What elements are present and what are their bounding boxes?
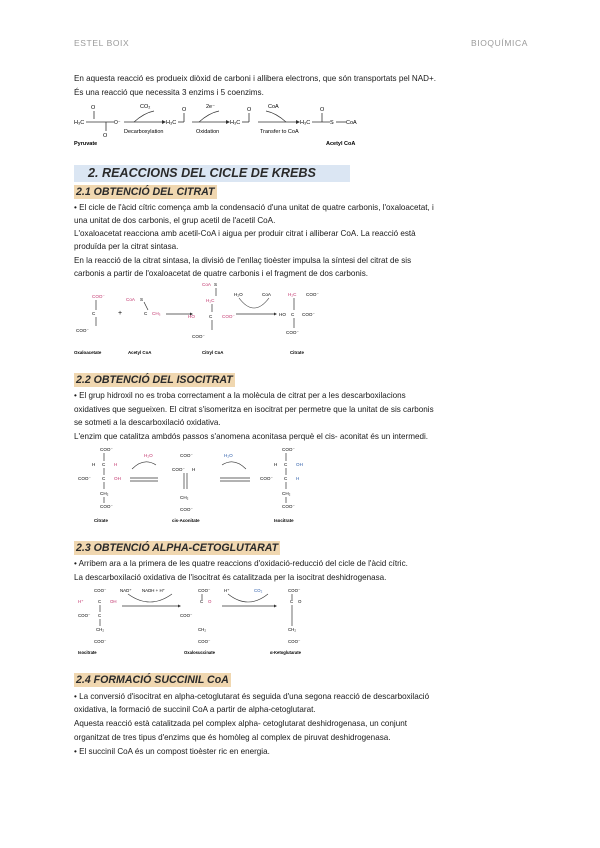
label-idh-isocitrate: Isocitrate	[78, 650, 97, 655]
ac-cis-h: H	[192, 467, 196, 472]
idh-co2: CO₂	[254, 588, 263, 593]
int2-o: O	[247, 107, 252, 113]
header-author: ESTEL BOIX	[74, 38, 130, 48]
idh-iso-coo-top: COO⁻	[94, 588, 107, 593]
int2-h3c: H₃C	[230, 120, 241, 126]
idh-nadh: NADH + H⁺	[142, 588, 165, 593]
idh-akg-coo-top: COO⁻	[288, 588, 301, 593]
idh-iso-coo-bottom: COO⁻	[94, 639, 107, 644]
idh-akg-c: C	[290, 599, 294, 604]
ac-h2o-1: H₂O	[144, 453, 153, 458]
ac-cis-ch2: CH₂	[180, 495, 189, 500]
ac-iso-ch2: CH₂	[282, 491, 291, 496]
idh-iso-oh: OH	[110, 599, 117, 604]
co2-release: CO₂	[140, 104, 151, 110]
s2-line-2: oxidatives que segueixen. El citrat s'isomeritza en isocitrat per permetre que la unitat de sis carbonis	[74, 405, 434, 414]
ac-cit-coo-top: COO⁻	[100, 447, 113, 452]
s4-line-1: • La conversió d'isocitrat en alpha-cetoglutarat és seguida d'una segona reacció de descarboxilació	[74, 692, 430, 701]
figure-citrate-synthase	[74, 282, 334, 362]
oxa-coo-bottom: COO⁻	[76, 328, 89, 333]
figure-pyruvate-dehydrogenase	[74, 99, 364, 151]
ac-iso-coo-bottom: COO⁻	[282, 504, 295, 509]
s2-line-4: L'enzim que catalitza ambdós passos s'anomena aconitasa perquè el cis- aconitat és un intermedi.	[74, 432, 429, 441]
section-title: 2. REACCIONS DEL CICLE DE KREBS	[74, 165, 350, 182]
ac-iso-h: H	[274, 462, 278, 467]
svg-text:+: +	[118, 310, 123, 317]
citr-coo-bottom: COO⁻	[286, 330, 299, 335]
label-citrate: Citrate	[290, 350, 304, 355]
s3-line-2: La descarboxilació oxidativa de l'isocitrat és catalitzada per la isocitrat deshidrogenasa.	[74, 573, 387, 582]
heading-alpha-cetoglutarat: 2.3 OBTENCIÓ ALPHA-CETOGLUTARAT	[76, 542, 279, 554]
idh-iso-c2: C	[98, 613, 102, 618]
ac-cis-coo-left: COO⁻	[172, 467, 185, 472]
oxa-coo-top: COO⁻	[92, 294, 105, 299]
label-alpha-ketoglutarate: α-Ketoglutarate	[270, 650, 301, 655]
idh-oxs-ch2: CH₂	[198, 627, 207, 632]
s1-line-3: L'oxaloacetat reacciona amb acetil-CoA i aigua per produir citrat i alliberar CoA. La reacció està	[74, 229, 416, 238]
ac-cis-coo-top: COO⁻	[180, 453, 193, 458]
citr-ch2: H₂C	[288, 292, 297, 297]
idh-iso-h: H⁺	[78, 599, 84, 604]
ac-cit-ch2: CH₂	[100, 491, 109, 496]
idh-iso-c1: C	[98, 599, 102, 604]
citr-coo-right: COO⁻	[302, 312, 315, 317]
ac-iso-coo-top: COO⁻	[282, 447, 295, 452]
idh-oxs-o: O	[208, 599, 212, 604]
ac-cit-c1: C	[102, 462, 106, 467]
label-acetyl-coa-2: Acetyl CoA	[128, 350, 152, 355]
idh-akg-ch2: CH₂	[288, 627, 297, 632]
figure-isocitrate-dehydrogenase	[74, 586, 334, 658]
idh-akg-o: O	[298, 599, 302, 604]
label-ac-isocitrate: Isocitrate	[274, 518, 294, 523]
s4-line-3: Aquesta reacció està catalitzada pel complex alpha- cetoglutarat deshidrogenasa, un conjunt	[74, 719, 407, 728]
ac-cit-coo-bottom: COO⁻	[100, 504, 113, 509]
intro-line-1: En aquesta reacció es produeix diòxid de carboni i allibera electrons, que són transportats pel NAD+.	[74, 74, 436, 83]
s1-line-5: En la reacció de la citrat sintasa, la divisió de l'enllaç tioèster impulsa la síntesi del citrat de sis	[74, 256, 412, 265]
pyr-o-bottom: O	[103, 133, 108, 139]
heading-succinil-coa: 2.4 FORMACIÓ SUCCINIL CoA	[76, 674, 229, 686]
idh-iso-ch2: CH₂	[96, 627, 105, 632]
idh-h-plus: H⁺	[224, 588, 230, 593]
ac-cit-coo-left: COO⁻	[78, 476, 91, 481]
pyr-o-minus: O⁻	[114, 120, 121, 126]
s1-line-4: produïda per la citrat sintasa.	[74, 242, 179, 251]
figure-aconitase	[74, 445, 344, 527]
idh-akg-coo-bottom: COO⁻	[288, 639, 301, 644]
s3-line-1: • Arribem ara a la primera de les quatre reaccions d'oxidació-reducció del cicle de l'àcid cítric.	[74, 559, 408, 568]
int-h3c: H₃C	[166, 120, 177, 126]
citr-c: C	[291, 312, 295, 317]
cit-c: C	[209, 314, 213, 319]
acoa-c: C	[144, 311, 148, 316]
pyr-h3c: H₃C	[74, 120, 85, 126]
int-o: O	[182, 107, 187, 113]
pyr-o-top: O	[91, 105, 96, 111]
citr-coo-top: COO⁻	[306, 292, 319, 297]
ac-cit-h: H	[92, 462, 96, 467]
oxa-c: C	[92, 311, 96, 316]
acetyl-o: O	[320, 107, 325, 113]
label-acetyl-coa: Acetyl CoA	[326, 141, 356, 147]
coa-in: CoA	[268, 104, 279, 110]
intro-line-2: És una reacció que necessita 3 enzims i 5 coenzims.	[74, 88, 264, 97]
cit-h2c: H₂C	[206, 298, 215, 303]
acoa-s: S	[140, 297, 144, 302]
s4-line-4: organitzat de tres tipus d'enzims que és homòleg al complex de piruvat deshidrogenasa.	[74, 733, 391, 742]
label-pyruvate: Pyruvate	[74, 141, 98, 147]
heading-obtencio-citrat: 2.1 OBTENCIÓ DEL CITRAT	[76, 186, 215, 198]
idh-oxs-c: C	[200, 599, 204, 604]
acetyl-s: S	[330, 120, 334, 126]
cit-coa: CoA	[202, 282, 211, 287]
cit-s: S	[214, 282, 218, 287]
idh-oxs-coo-top: COO⁻	[198, 588, 211, 593]
label-ac-citrate: Citrate	[94, 518, 108, 523]
label-cis-aconitate: cis-Aconitate	[172, 518, 200, 523]
cs-h2o: H₂O	[234, 292, 243, 297]
ac-h2o-2: H₂O	[224, 453, 233, 458]
idh-nad: NAD⁺	[120, 588, 132, 593]
idh-iso-coo-left: COO⁻	[78, 613, 91, 618]
header-subject: BIOQUÍMICA	[470, 38, 528, 48]
acoa-coa: CoA	[126, 297, 135, 302]
step-oxidation: Oxidation	[196, 129, 220, 135]
acetyl-h3c: H₃C	[300, 120, 311, 126]
cit-ho: HO	[188, 314, 195, 319]
citr-ho: HO	[279, 312, 286, 317]
cs-coa-out: CoA	[262, 292, 271, 297]
ac-iso-coo-left: COO⁻	[260, 476, 273, 481]
ac-iso-h-blue: H	[296, 476, 300, 481]
idh-oxs-coo-left: COO⁻	[180, 613, 193, 618]
ac-cit-h-red: H	[114, 462, 118, 467]
ac-iso-c2: C	[284, 476, 288, 481]
s1-line-6: carbonis a partir de l'oxaloacetat de quatre carbonis i el fragment de dos carbonis.	[74, 269, 368, 278]
heading-obtencio-isocitrat: 2.2 OBTENCIÓ DEL ISOCITRAT	[76, 374, 233, 386]
ac-cit-c2: C	[102, 476, 106, 481]
s4-line-2: oxidativa, la formació de succinil CoA a partir de alpha-cetoglutarat.	[74, 705, 316, 714]
idh-oxs-coo-bottom: COO⁻	[198, 639, 211, 644]
ac-iso-oh: OH	[296, 462, 303, 467]
s1-line-2: una unitat de dos carbonis, el grup acetil de l'acetil CoA.	[74, 216, 276, 225]
step-transfer: Transfer to CoA	[260, 129, 299, 135]
acetyl-coa-group: CoA	[346, 120, 357, 126]
label-oxaloacetate: Oxaloacetate	[74, 350, 102, 355]
s4-line-5: • El succinil CoA és un compost tioèster ric en energia.	[74, 747, 270, 756]
acoa-ch3: CH₃	[152, 311, 161, 316]
label-oxalosuccinate: Oxalosuccinate	[184, 650, 215, 655]
label-citryl-coa: Citryl CoA	[202, 350, 224, 355]
s2-line-3: se sotmeti a la descarboxilació oxidativa.	[74, 418, 221, 427]
s1-line-1: • El cicle de l'àcid cítric comença amb la condensació d'una unitat de quatre carbonis, l'oxaloacetat, i	[74, 203, 434, 212]
ac-iso-c1: C	[284, 462, 288, 467]
step-decarboxylation: Decarboxylation	[124, 129, 164, 135]
cit-coo-right: COO⁻	[222, 314, 235, 319]
e-release: 2e⁻	[206, 104, 216, 110]
s2-line-1: • El grup hidroxil no es troba correctament a la molècula de citrat per a les descarboxilacions	[74, 391, 406, 400]
ac-cis-coo-bottom: COO⁻	[180, 507, 193, 512]
ac-cit-oh: OH	[114, 476, 121, 481]
cit-coo-bottom: COO⁻	[192, 334, 205, 339]
